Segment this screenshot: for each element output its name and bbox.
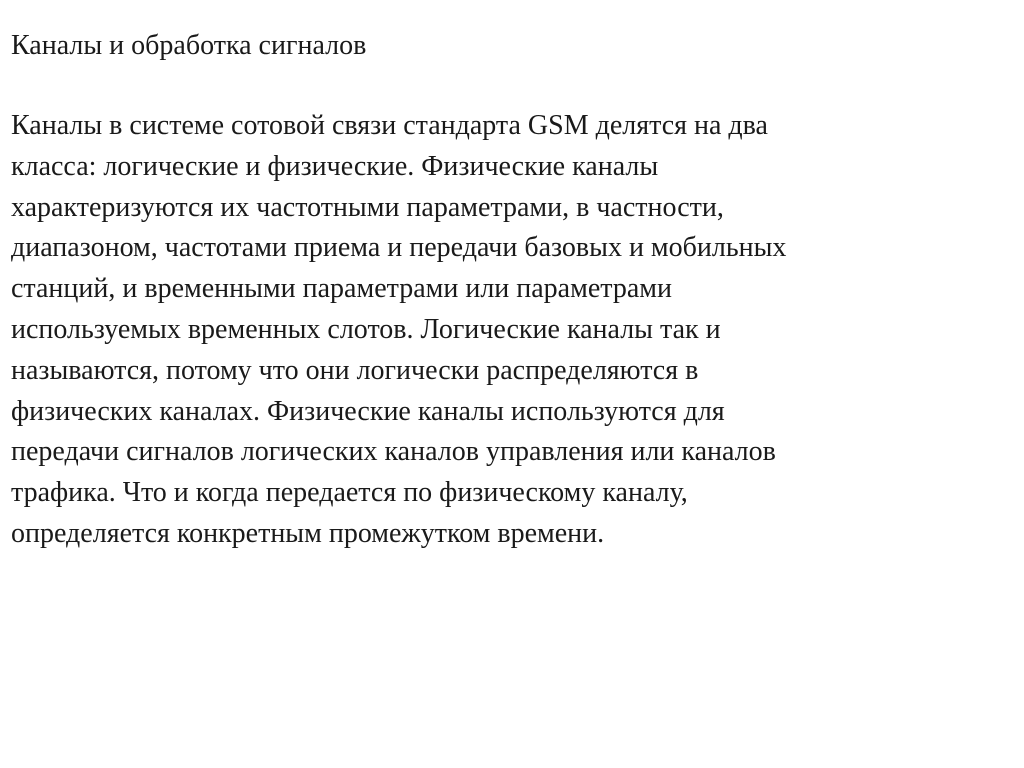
paragraph-line: диапазоном, частотами приема и передачи базовых и мобильных: [11, 232, 787, 264]
paragraph-line: станций, и временными параметрами или параметрами: [11, 273, 672, 305]
document-page: [11, 26, 1001, 555]
paragraph-line: характеризуются их частотными параметрами, в частности,: [11, 191, 724, 223]
paragraph-line: называются, потому что они логически распределяются в: [11, 354, 699, 386]
paragraph-line: передачи сигналов логических каналов управления или каналов: [11, 436, 776, 468]
paragraph-line: физических каналах. Физические каналы используются для: [11, 395, 725, 427]
paragraph-line: определяется конкретным промежутком времени.: [11, 517, 605, 549]
document-paragraph: [11, 106, 1001, 555]
paragraph-line: используемых временных слотов. Логические каналы так и: [11, 313, 721, 345]
paragraph-line: класса: логические и физические. Физические каналы: [11, 150, 659, 182]
document-title: Каналы и обработка сигналов: [11, 30, 367, 61]
paragraph-line: трафика. Что и когда передается по физическому каналу,: [11, 477, 688, 509]
paragraph-line: Каналы в системе сотовой связи стандарта GSM делятся на два: [11, 110, 768, 141]
